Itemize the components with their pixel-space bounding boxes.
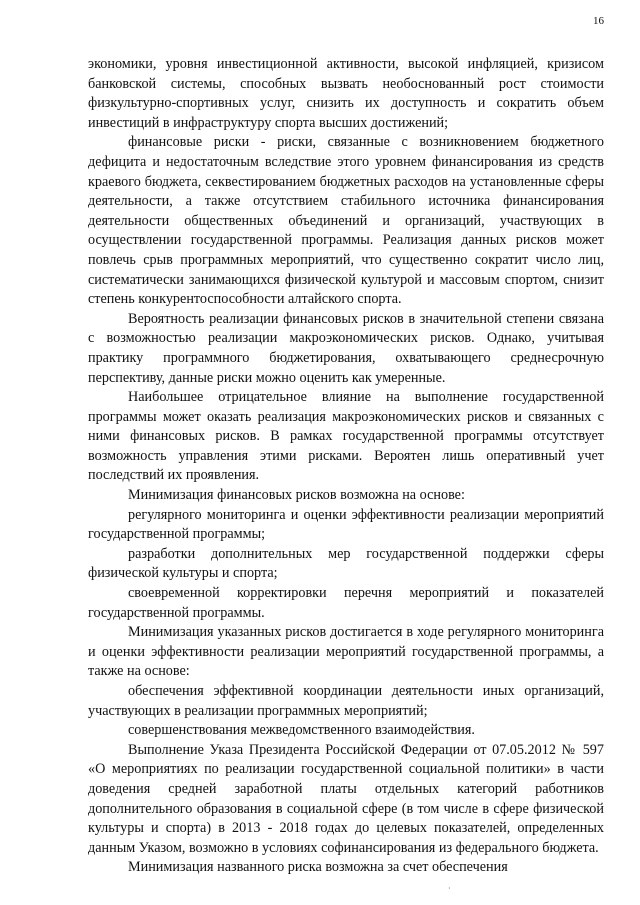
paragraph: совершенствования межведомственного взаимодействия. <box>128 722 475 739</box>
paragraph: Минимизация названного риска возможна за счет обеспечения <box>128 859 508 876</box>
paragraph: обеспечения эффективной координации деятельности иных организаций, участвующих в реализации программных мероприятий; <box>88 683 604 719</box>
paragraph: Минимизация указанных рисков достигается в ходе регулярного мониторинга и оценки эффективности реализации мероприятий государственной программы, а также на основе: <box>88 624 604 680</box>
paragraph: регулярного мониторинга и оценки эффективности реализации мероприятий государственной программы; <box>88 506 604 543</box>
paragraph: Наибольшее отрицательное влияние на выполнение государственной программы может оказать реализация макроэкономических рисков и связанных с ними финансовых рисков. В рамках государственной программы отсутствует возможность управления этими рисками. Вероятен лишь оперативный учет последствий их проявления. <box>88 389 604 484</box>
paragraph: Выполнение Указа Президента Российской Федерации от 07.05.2012 № 597 «О мероприятиях по реализации государственной социальной политики» в части доведения средней заработной платы отдельных категорий работников дополнительного образования в социальной сфере (в том числе в сфере физической культуры и спорта) в 2013 - 2018 годах до целевых показателей, определенных данным Указом, возможно в условиях софинансирования из федерального бюджета. <box>88 741 604 856</box>
paragraph: разработки дополнительных мер государственной поддержки сферы физической культуры и спорта; <box>88 545 604 582</box>
paragraph: своевременной корректировки перечня мероприятий и показателей государственной программы. <box>88 585 604 621</box>
document-body <box>88 55 604 878</box>
paragraph: финансовые риски - риски, связанные с возникновением бюджетного дефицита и недостаточным вследствие этого уровнем финансирования из средств краевого бюджета, секвестированием бюджетных расходов на установленные сферы деятельности, а также отсутствием стабильного источника финансирования деятельности общественных объединений и организаций, участвующих в осуществлении государственной программы. Реализация данных рисков может повлечь срыв программных мероприятий, что существенно сократит число лиц, систематически занимающихся физической культурой и массовым спортом, снизит степень конкурентоспособности алтайского спорта. <box>88 134 604 308</box>
paragraph: экономики, уровня инвестиционной активности, высокой инфляцией, кризисом банковской системы, способных вызвать необоснованный рост стоимости физкультурно-спортивных услуг, снизить их доступность и сократить объем инвестиций в инфраструктуру спорта высших достижений; <box>88 56 604 131</box>
page-number: 16 <box>593 15 604 27</box>
scan-speck: · <box>448 884 451 893</box>
paragraph: Вероятность реализации финансовых рисков в значительной степени связана с возможностью реализации макроэкономических рисков. Однако, учитывая практику программного бюджетирования, охватывающего среднесрочную перспективу, данные риски можно оценить как умеренные. <box>88 310 604 386</box>
paragraph: Минимизация финансовых рисков возможна на основе: <box>128 487 465 504</box>
